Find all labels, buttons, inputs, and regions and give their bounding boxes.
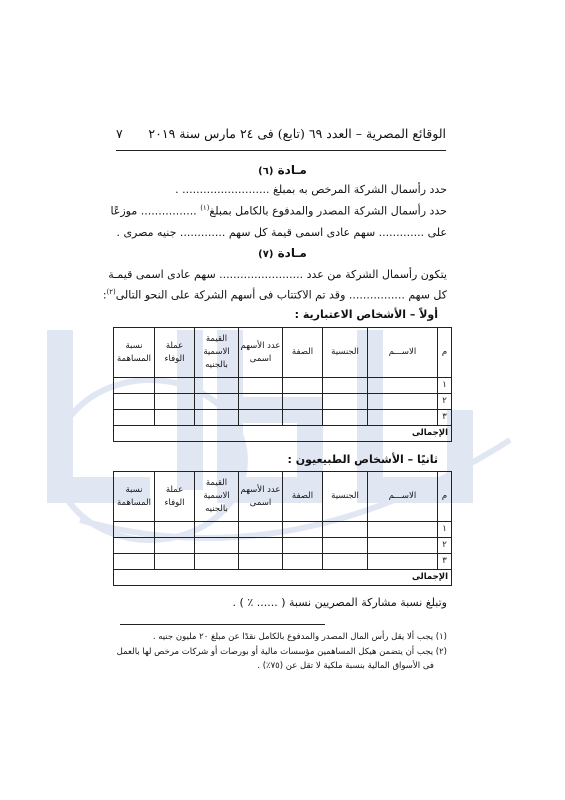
footnote-ref: (١) [200, 204, 210, 212]
col-header-nationality: الجنسية [323, 472, 368, 522]
legal-persons-table [113, 327, 452, 442]
line-text: حدد رأسمال الشركة المصدر والمدفوع بالكامل بمبلغ [209, 204, 447, 218]
col-header-capacity: الصفة [283, 328, 323, 378]
row-number: ١ [438, 378, 452, 394]
footnote-ref: (٢) [106, 288, 116, 296]
table-header-row [114, 472, 452, 522]
article-label: مـادة [277, 163, 307, 177]
col-header-nominal-value: القيمة الاسمية بالجنيه [195, 472, 239, 522]
article-number: (٧) [258, 249, 274, 260]
footnote-separator [120, 624, 325, 625]
section-natural-persons-title: ثانيًا – الأشخاص الطبيعيون : [287, 453, 438, 466]
col-header-no: م [438, 328, 452, 378]
table-row [114, 554, 452, 570]
table-row [114, 522, 452, 538]
table-row [114, 394, 452, 410]
table-total-row [114, 426, 452, 442]
egyptian-participation-line: وتبلغ نسبة مشاركة المصريين نسبة ( ...... ٪ ) . [232, 596, 447, 609]
col-header-nationality: الجنسية [323, 328, 368, 378]
article-7-heading [0, 246, 565, 260]
table-total-row [114, 570, 452, 586]
table-row [114, 378, 452, 394]
col-header-name: الاســـم [368, 328, 438, 378]
line-text-end: : [102, 288, 107, 302]
col-header-currency: عملة الوفاء [155, 472, 195, 522]
col-header-shares: عدد الأسهم اسمى [239, 328, 283, 378]
row-number: ٢ [438, 538, 452, 554]
col-header-percentage: نسبة المساهمة [114, 328, 155, 378]
table-row [114, 410, 452, 426]
row-number: ٣ [438, 410, 452, 426]
footnote-1: (١) يجب ألا يقل رأس المال المصدر والمدفوع بالكامل نقدًا عن مبلغ ٢٠ مليون جنيه . [152, 632, 447, 642]
line-text: كل سهم ................ وقد تم الاكتتاب فى أسهم الشركة على النحو التالى [115, 288, 447, 302]
col-header-currency: عملة الوفاء [155, 328, 195, 378]
header-rule [116, 150, 446, 151]
table-header-row [114, 328, 452, 378]
col-header-percentage: نسبة المساهمة [114, 472, 155, 522]
col-header-name: الاســـم [368, 472, 438, 522]
footnote-2: (٢) يجب أن يتضمن هيكل المساهمين مؤسسات مالية أو بورصات أو شركات مرخص لها بالعمل [116, 647, 447, 657]
section-legal-persons-title: أولاً – الأشخاص الاعتبارية : [294, 308, 438, 321]
row-number: ٣ [438, 554, 452, 570]
total-label: الإجمالى [114, 570, 452, 586]
line-text-end: ................ موزعًا [110, 204, 201, 218]
article-7-line-1: يتكون رأسمال الشركة من عدد ........................ سهم عادى اسمى قيمـة [108, 268, 447, 281]
col-header-shares: عدد الأسهم اسمى [239, 472, 283, 522]
footnote-2-continued: فى الأسواق المالية بنسبة ملكية لا تقل عن (٧٥٪) . [257, 661, 434, 671]
natural-persons-table [113, 471, 452, 586]
article-6-line-3: على ............. سهم عادى اسمى قيمة كل سهم ............. جنيه مصرى . [116, 226, 447, 239]
col-header-nominal-value: القيمة الاسمية بالجنيه [195, 328, 239, 378]
article-number: (٦) [258, 166, 274, 177]
article-label: مـادة [277, 246, 307, 260]
article-6-line-1: حدد رأسمال الشركة المرخص به بمبلغ ......................... . [175, 183, 447, 196]
gazette-title: الوقائع المصرية – العدد ٦٩ (تابع) فى ٢٤ مارس سنة ٢٠١٩ [148, 126, 446, 141]
row-number: ٢ [438, 394, 452, 410]
col-header-no: م [438, 472, 452, 522]
article-6-heading [0, 163, 565, 177]
page-number: ٧ [116, 126, 123, 141]
total-label: الإجمالى [114, 426, 452, 442]
article-7-line-2 [103, 288, 447, 302]
row-number: ١ [438, 522, 452, 538]
col-header-capacity: الصفة [283, 472, 323, 522]
article-6-line-2 [110, 204, 447, 218]
page-header [116, 126, 446, 146]
table-row [114, 538, 452, 554]
